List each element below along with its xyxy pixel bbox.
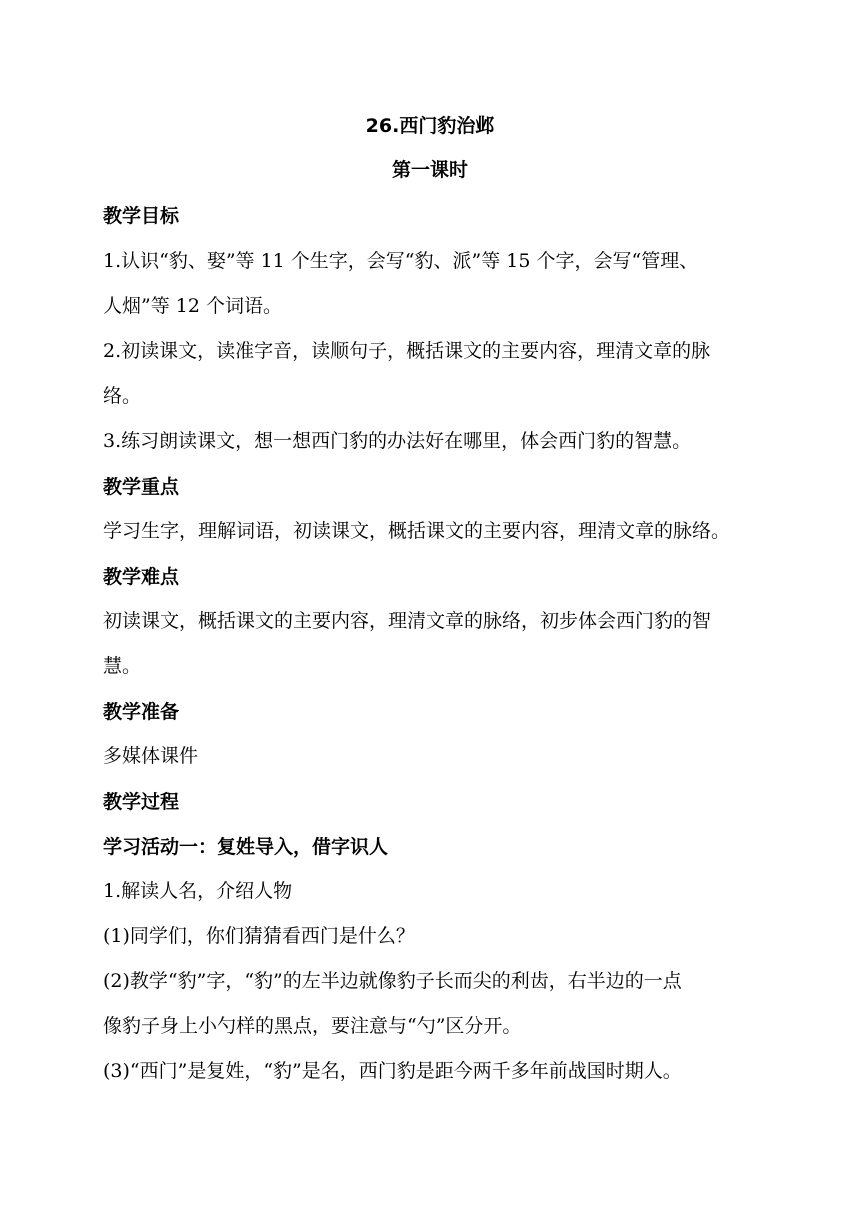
objective-2-line-1: 2.初读课文，读准字音，读顺句子，概括课文的主要内容，理清文章的脉 <box>103 340 711 362</box>
preparation-text: 多媒体课件 <box>103 745 199 767</box>
objective-2-line-2: 络。 <box>103 385 142 407</box>
objective-1-line-1: 1.认识“豹、娶”等 11 个生字，会写“豹、派”等 15 个字，会写“管理、 <box>103 250 699 272</box>
document-title: 26.西门豹治邺 <box>365 115 495 137</box>
objective-1-line-2: 人烟”等 12 个词语。 <box>103 295 282 317</box>
lesson-subtitle: 第一课时 <box>391 159 468 181</box>
step-1: 1.解读人名，介绍人物 <box>103 880 293 902</box>
preparation-heading: 教学准备 <box>103 701 180 723</box>
activity-1-heading: 学习活动一：复姓导入，借字识人 <box>103 836 389 858</box>
objectives-heading: 教学目标 <box>103 205 180 227</box>
step-1-1: (1)同学们，你们猜猜看西门是什么？ <box>103 925 415 947</box>
difficulties-heading: 教学难点 <box>103 566 180 588</box>
step-1-2-line-1: (2)教学“豹”字，“豹”的左半边就像豹子长而尖的利齿，右半边的一点 <box>103 970 682 992</box>
process-heading: 教学过程 <box>103 791 180 813</box>
step-1-2-line-2: 像豹子身上小勺样的黑点，要注意与“勺”区分开。 <box>103 1015 522 1037</box>
difficulties-line-2: 慧。 <box>103 655 142 677</box>
key-points-text: 学习生字，理解词语，初读课文，概括课文的主要内容，理清文章的脉络。 <box>103 520 731 542</box>
difficulties-line-1: 初读课文，概括课文的主要内容，理清文章的脉络，初步体会西门豹的智 <box>103 610 712 632</box>
step-1-3: (3)“西门”是复姓，“豹”是名，西门豹是距今两千多年前战国时期人。 <box>103 1060 682 1082</box>
objective-3: 3.练习朗读课文，想一想西门豹的办法好在哪里，体会西门豹的智慧。 <box>103 430 692 452</box>
key-points-heading: 教学重点 <box>103 476 180 498</box>
